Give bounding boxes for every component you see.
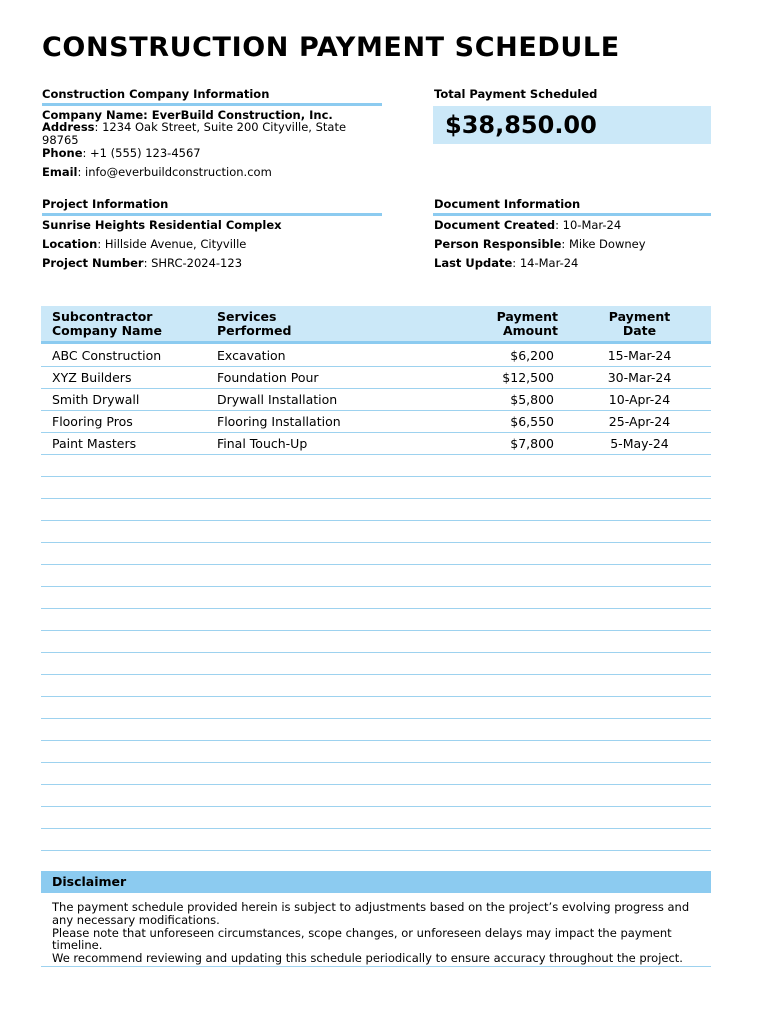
empty-table-row: [41, 719, 711, 741]
cell-service: Foundation Pour: [217, 370, 319, 385]
disclaimer-line: Please note that unforeseen circumstances, scope changes, or unforeseen delays may impact the payment timeline.: [52, 925, 672, 953]
disclaimer-header: [41, 871, 711, 893]
company-email-value: info@everbuildconstruction.com: [85, 165, 272, 179]
cell-date: 25-Apr-24: [608, 414, 671, 429]
cell-service: Drywall Installation: [217, 392, 338, 407]
cell-service: Final Touch-Up: [217, 436, 308, 451]
document-responsible-value: Mike Downey: [568, 237, 646, 251]
project-location-line: Location: Hillside Avenue, Cityville: [42, 237, 247, 251]
disclaimer-heading: Disclaimer: [52, 874, 127, 889]
document-updated-line: Last Update: 14-Mar-24: [434, 256, 579, 270]
empty-table-row: [41, 653, 711, 675]
empty-table-row: [41, 477, 711, 499]
empty-table-row: [41, 499, 711, 521]
disclaimer-body: [52, 901, 707, 965]
cell-company: Flooring Pros: [52, 414, 133, 429]
table-row: [41, 345, 711, 367]
empty-table-row: [41, 807, 711, 829]
project-location-value: Hillside Avenue, Cityville: [104, 237, 247, 251]
empty-table-row: [41, 631, 711, 653]
table-row: [41, 389, 711, 411]
empty-table-row: [41, 587, 711, 609]
cell-amount: $5,800: [510, 392, 554, 407]
cell-company: Smith Drywall: [52, 392, 140, 407]
empty-table-row: [41, 565, 711, 587]
cell-date: 30-Mar-24: [607, 370, 672, 385]
company-address-value: 1234 Oak Street, Suite 200 Cityville, State 98765: [42, 120, 347, 147]
project-info-heading: Project Information: [42, 197, 169, 211]
empty-table-row: [41, 785, 711, 807]
table-row: [41, 433, 711, 455]
project-name-value: Sunrise Heights Residential Complex: [42, 218, 282, 232]
company-info-heading: Construction Company Information: [42, 87, 270, 101]
company-info-rule: [42, 103, 382, 106]
project-number-line: Project Number: SHRC-2024-123: [42, 256, 243, 270]
document-updated-value: 14-Mar-24: [519, 256, 579, 270]
project-location-label: Location: [42, 237, 98, 251]
cell-company: Paint Masters: [52, 436, 137, 451]
company-name-value: EverBuild Construction, Inc.: [151, 108, 333, 122]
empty-table-row: [41, 675, 711, 697]
cell-amount: $12,500: [502, 370, 554, 385]
company-phone-label: Phone: [42, 146, 83, 160]
project-info-rule: [42, 213, 382, 216]
company-phone-line: Phone: +1 (555) 123-4567: [42, 146, 201, 160]
document-created-line: Document Created: 10-Mar-24: [434, 218, 622, 232]
document-responsible-line: Person Responsible: Mike Downey: [434, 237, 646, 251]
cell-amount: $6,200: [510, 348, 554, 363]
company-email-line: Email: info@everbuildconstruction.com: [42, 165, 272, 179]
disclaimer-rule: [41, 966, 711, 967]
empty-table-row: [41, 829, 711, 851]
company-email-label: Email: [42, 165, 78, 179]
total-value: $38,850.00: [445, 111, 597, 139]
document-created-label: Document Created: [434, 218, 556, 232]
col-company-header: Subcontractor Company Name: [52, 309, 162, 338]
cell-service: Excavation: [217, 348, 286, 363]
col-amount-header: Payment Amount: [496, 309, 558, 338]
table-row: [41, 367, 711, 389]
empty-table-row: [41, 763, 711, 785]
project-number-label: Project Number: [42, 256, 144, 270]
company-address-line: Address: 1234 Oak Street, Suite 200 Cityville, State 98765: [42, 120, 347, 147]
empty-table-row: [41, 609, 711, 631]
cell-date: 10-Apr-24: [608, 392, 671, 407]
cell-date: 5-May-24: [610, 436, 669, 451]
cell-date: 15-Mar-24: [607, 348, 672, 363]
total-heading: Total Payment Scheduled: [434, 87, 598, 101]
empty-table-row: [41, 741, 711, 763]
col-date-header: Payment Date: [608, 309, 671, 338]
document-responsible-label: Person Responsible: [434, 237, 562, 251]
project-number-value: SHRC-2024-123: [151, 256, 243, 270]
cell-company: XYZ Builders: [52, 370, 132, 385]
company-phone-value: +1 (555) 123-4567: [90, 146, 201, 160]
cell-service: Flooring Installation: [217, 414, 341, 429]
project-name-line: [42, 219, 282, 232]
col-services-header: Services Performed: [217, 309, 292, 338]
cell-company: ABC Construction: [52, 348, 162, 363]
cell-amount: $7,800: [510, 436, 554, 451]
company-name-line: Company Name: EverBuild Construction, Inc.: [42, 108, 333, 122]
document-created-value: 10-Mar-24: [562, 218, 622, 232]
empty-table-row: [41, 521, 711, 543]
empty-table-row: [41, 697, 711, 719]
document-updated-label: Last Update: [434, 256, 513, 270]
page-title: CONSTRUCTION PAYMENT SCHEDULE: [42, 32, 620, 63]
payment-table-header: [41, 306, 711, 344]
document-info-heading: Document Information: [434, 197, 581, 211]
company-name-label: Company Name: [42, 108, 144, 122]
empty-table-row: [41, 455, 711, 477]
company-address-label: Address: [42, 120, 95, 134]
disclaimer-line: We recommend reviewing and updating this schedule periodically to ensure accuracy throughout the project.: [52, 951, 683, 966]
total-box: [433, 106, 711, 144]
document-info-rule: [433, 213, 711, 216]
empty-table-row: [41, 543, 711, 565]
disclaimer-line: The payment schedule provided herein is subject to adjustments based on the project’s evolving progress and any necessary modifications.: [52, 900, 690, 927]
cell-amount: $6,550: [510, 414, 554, 429]
table-row: [41, 411, 711, 433]
